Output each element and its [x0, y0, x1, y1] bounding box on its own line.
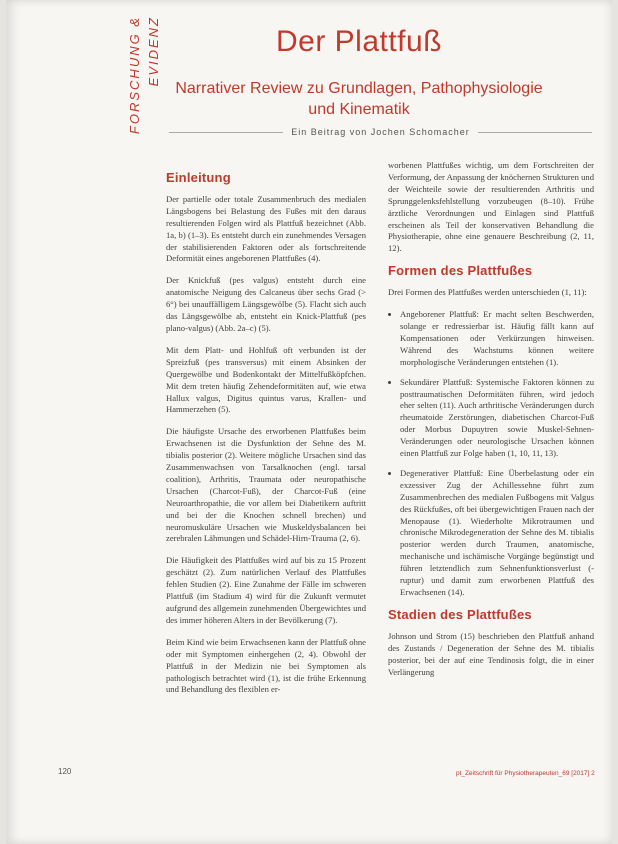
heading-stadien: Stadien des Plattfußes [388, 606, 532, 622]
byline: Ein Beitrag von Jochen Schomacher [291, 127, 470, 137]
paragraph: worbenen Plattfußes wichtig, um dem Fortschreiten der Verformung, der Anpassung der knöchernen Strukturen und der Weichteile sowie der resultierenden Arthritis und Sprunggelenksfehlstellung vorzubeugen (8–10). Frühe ärztliche Verordnungen und Einlagen sind Plattfuß erscheinen als Teil der konservativen Behandlung die Physiotherapie, ohne eine genauere Beschreibung (2, 11, 12). [388, 160, 594, 254]
journal-page [6, 0, 612, 844]
page-number: 120 [58, 767, 72, 776]
list-item: • Sekundärer Plattfuß: Systemische Faktoren können zu posttraumatischen Deformitäten führen, wird jedoch eher selten (11). Auch arthritische Veränderungen durch rheumatoide Zerstörungen, diabetischen Charcot-Fuß oder Morbus Dupuytren sowie Muskel-Sehnen-Veränderungen oder neurologische Ursachen können einen Plattfuß zur Folge haben (1, 10, 11, 13). [400, 377, 594, 460]
journal-footer: pt_Zeitschrift für Physiotherapeuten_69 [2017] 2 [456, 770, 595, 777]
paragraph: Johnson und Strom (15) beschrieben den Plattfuß anhand des Zustands / Degeneration der Sehne des M. tibialis posterior, bei der auf eine Tendinosis folgt, die in einer Verlängerung [388, 630, 594, 677]
paragraph: Drei Formen des Plattfußes werden unterschieden (1, 11): [388, 287, 587, 298]
paragraph: Die häufigste Ursache des erworbenen Plattfußes beim Erwachsenen ist die Dysfunktion der Sehne des M. tibialis posterior (2). Weitere mögliche Ursachen sind das Zusammenwachsen von Tarsalknochen (engl. tarsal coalition), Arthritis, Traumata oder neuropathische Ursachen (Charcot-Fuß), der Charcot-Fuß (eine Neuroarthropathie, die vor allem bei Diabetikern auftritt und bei der die Knochen schnell brechen) und neuromuskuläre Ursachen wie Muskeldysbalancen bei zerebralen Lähmungen und Schädel-Hirn-Trauma (2, 6). [166, 426, 366, 544]
list-item: • Angeborener Plattfuß: Er macht selten Beschwerden, solange er redressierbar ist. Häufig fällt kann auf Kompensationen oder Verkürzungen hinweisen. Während des Wachstums können weitere morphologische Veränderungen entstehen (1). [400, 309, 594, 369]
paragraph: Die Häufigkeit des Plattfußes wird auf bis zu 15 Prozent geschätzt (2). Zum natürlichen Verlauf des Plattfußes fehlen Studien (2). Eine Zunahme der Fälle im schweren Plattfuß (im Stadium 4) wird für die Zukunft vermutet aufgrund des allgemein zunehmenden Übergewichtes und des immer höheren Alters in der Bevölkerung (7). [166, 555, 366, 625]
paragraph: Der Knickfuß (pes valgus) entsteht durch eine anatomische Neigung des Calcaneus über sechs Grad (> 6°) bei unauffälligem Längsgewölbe (5). Flacht sich auch das Längsgewölbe ab, entsteht ein Knick-Plattfuß (pes plano-valgus) (Abb. 2a–c) (5). [166, 275, 366, 333]
section-label-evidenz: EVIDENZ [146, 16, 161, 87]
paragraph: Der partielle oder totale Zusammenbruch des medialen Längsbogens bei Belastung des Fußes mit den daraus resultierenden Folgen wird als Plattfuß bezeichnet (Abb. 1a, b) (1–3). Es entsteht durch ein zunehmendes Versagen der stabilisierenden Faktoren oder als fortschreitende Deformität eines angeborenen Plattfußes (4). [166, 193, 366, 264]
article-title: Der Plattfuß [275, 25, 443, 58]
heading-formen: Formen des Plattfußes [388, 263, 533, 279]
byline-rule-left [169, 132, 283, 133]
right-column [388, 160, 594, 688]
list-item: • Degenerativer Plattfuß: Eine Überbelastung oder ein exzessiver Zug der Achillessehne führt zum Zusammenbrechen des medialen Fußbogens mit Valgus des Rückfußes, oft bei übergewichtigen Frauen nach der Menopause (1). Wiederholte Mikrotraumen und chronische Mikrodegeneration der Sehne des M. tibialis posterior werden durch Traumen, anatomische, mechanische und ischämische Vorgänge begünstigt und führen letztendlich zum Sehnenfunktionsverlust (-ruptur) und damit zum erworbenen Plattfuß des Erwachsenen (14). [400, 468, 594, 599]
left-column [166, 172, 366, 706]
byline-rule-right [478, 132, 592, 133]
forms-list [388, 309, 594, 599]
paragraph: Mit dem Platt- und Hohlfuß oft verbunden ist der Spreizfuß (pes transversus) mit einem Absinken der Quergewölbe und Bodenkontakt der Mittelfußköpfchen. Mit dem treten häufig Zehendeformitäten auf, wie etwa Hallux valgus, Digitus quintus varus, Krallen- und Hammerzehen (5). [166, 344, 366, 415]
paragraph: Beim Kind wie beim Erwachsenen kann der Plattfuß ohne oder mit Symptomen einhergehen (2, 4). Obwohl der Plattfuß in der Medizin nie bei Symptomen als pathologisch betrachtet wird (1), ist die frühe Erkennung und Behandlung des flexiblen er- [166, 636, 366, 695]
article-subtitle: Narrativer Review zu Grundlagen, Pathophysiologie und Kinematik [175, 80, 543, 118]
section-label-forschung: FORSCHUNG & [127, 16, 142, 135]
byline-row [169, 127, 592, 137]
heading-einleitung: Einleitung [166, 170, 231, 185]
